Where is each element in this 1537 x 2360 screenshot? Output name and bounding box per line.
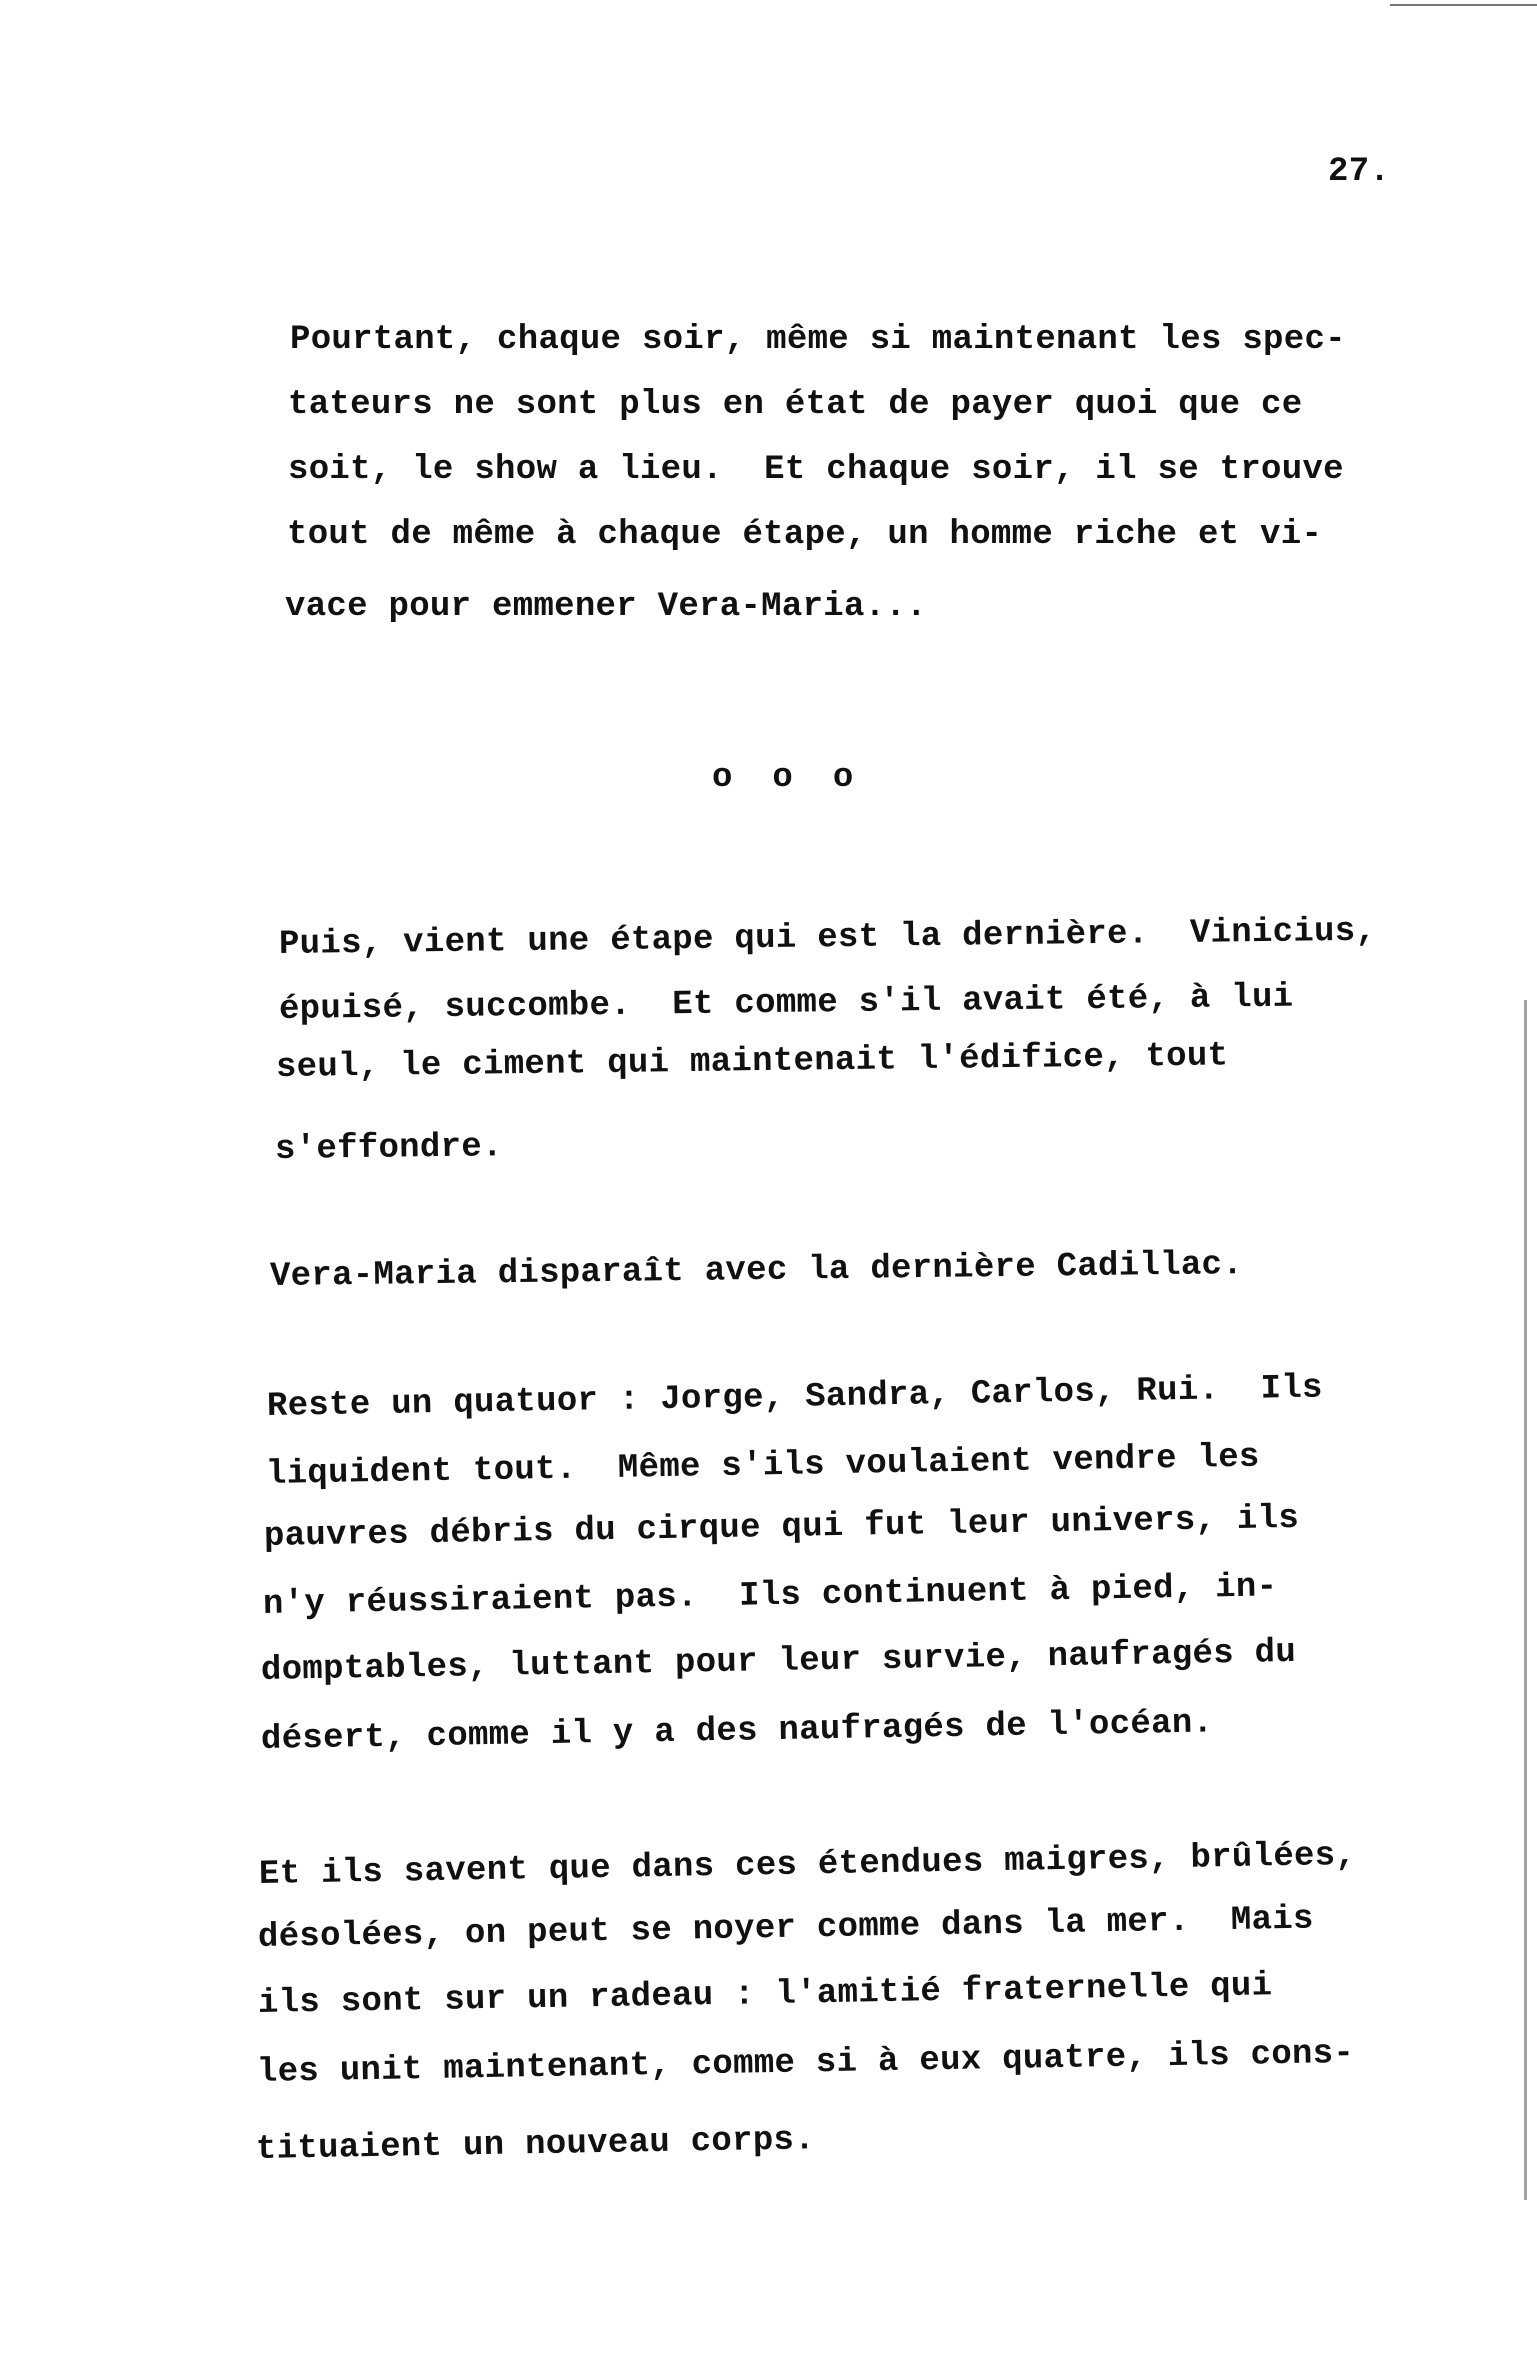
- text-line: désert, comme il y a des naufragés de l'océan.: [260, 1704, 1214, 1759]
- text-line: Reste un quatuor : Jorge, Sandra, Carlos, Rui. Ils: [266, 1369, 1324, 1426]
- text-line: épuisé, succombe. Et comme s'il avait été, à lui: [278, 978, 1294, 1029]
- text-line: seul, le ciment qui maintenait l'édifice, tout: [275, 1037, 1229, 1087]
- scan-edge-shadow: [1524, 1000, 1527, 2200]
- text-line: désolées, on peut se noyer comme dans la mer. Mais: [257, 1900, 1315, 1957]
- text-line: Vera-Maria disparaît avec la dernière Cadillac.: [269, 1246, 1244, 1296]
- text-line: Et ils savent que dans ces étendues maigres, brûlées,: [258, 1836, 1357, 1894]
- text-line: soit, le show a lieu. Et chaque soir, il se trouve: [288, 451, 1344, 489]
- page-number: 27.: [1328, 153, 1391, 191]
- text-line: tateurs ne sont plus en état de payer quoi que ce: [288, 386, 1303, 424]
- text-line: Pourtant, chaque soir, même si maintenant les spec-: [290, 321, 1346, 359]
- text-line: pauvres débris du cirque qui fut leur univers, ils: [263, 1499, 1300, 1556]
- text-line: s'effondre.: [274, 1128, 503, 1169]
- text-line: tout de même à chaque étape, un homme riche et vi-: [287, 516, 1323, 554]
- text-line: tituaient un nouveau corps.: [255, 2121, 816, 2169]
- text-line: liquident tout. Même s'ils voulaient vendre les: [265, 1438, 1260, 1494]
- text-line: les unit maintenant, comme si à eux quatre, ils cons-: [256, 2034, 1355, 2092]
- text-line: vace pour emmener Vera-Maria...: [285, 588, 927, 626]
- text-line: Puis, vient une étape qui est la dernière. Vinicius,: [278, 912, 1377, 964]
- scan-edge-mark: [1390, 4, 1537, 6]
- text-line: domptables, luttant pour leur survie, naufragés du: [260, 1633, 1297, 1690]
- text-line: ils sont sur un radeau : l'amitié fraternelle qui: [257, 1967, 1273, 2023]
- text-line: n'y réussiraient pas. Ils continuent à pied, in-: [262, 1568, 1278, 1624]
- section-separator: o o o: [712, 759, 854, 797]
